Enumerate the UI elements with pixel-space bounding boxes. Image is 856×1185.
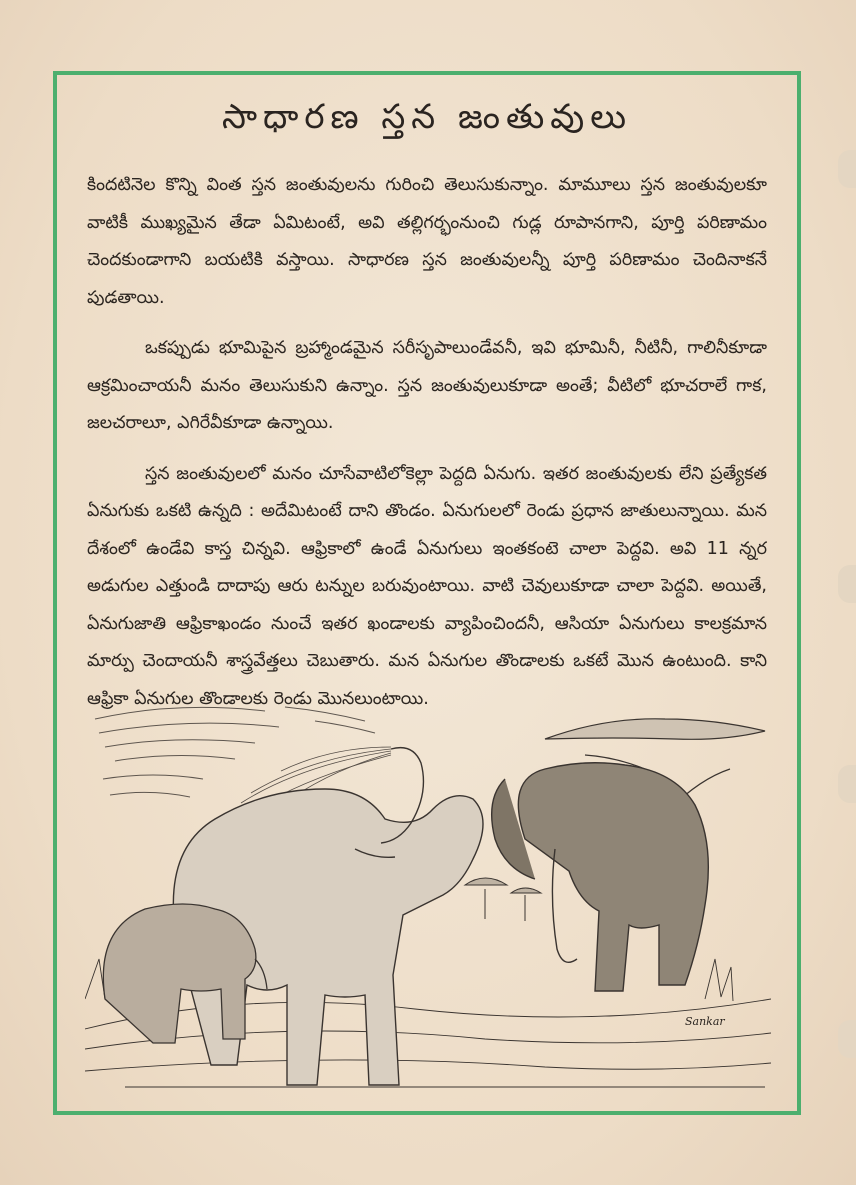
paragraph-1: కిందటినెల కొన్ని వింత స్తన జంతువులను గురించి తెలుసుకున్నాం. మామూలు స్తన జంతువులకూ వాటికీ ముఖ్యమైన తేడా ఏమిటంటే, అవి తల్లిగర్భంనుంచి గుడ్ల రూపానగాని, పూర్తి పరిణామం చెందకుండాగాని బయటికి వస్తాయి. సాధారణ స్తన జంతువులన్నీ పూర్తి పరిణామం చెందినాకనే పుడతాయి.	[87, 175, 767, 308]
distant-trees	[465, 878, 541, 921]
sky-hatching	[95, 707, 375, 797]
page-title: సాధారణ స్తన జంతువులు	[221, 97, 633, 137]
page-edge-mark	[838, 150, 856, 188]
illustration-signature: Sankar	[685, 1015, 725, 1028]
asian-elephant-calf	[103, 904, 267, 1043]
page-edge-mark	[838, 565, 856, 603]
paragraph-2: ఒకప్పుడు భూమిపైన బ్రహ్మాండమైన సరీసృపాలుండేవనీ, ఇవి భూమినీ, నీటినీ, గాలినీకూడా ఆక్రమించాయనీ మనం తెలుసుకుని ఉన్నాం. స్తన జంతువులుకూడా అంతే; వీటిలో భూచరాలే గాక, జలచరాలూ, ఎగిరేవీకూడా ఉన్నాయి.	[87, 338, 767, 433]
green-border-frame	[53, 71, 801, 1115]
page-edge-mark	[838, 1020, 856, 1058]
elephant-illustration	[85, 699, 771, 1089]
page-edge-mark	[838, 765, 856, 803]
african-elephant	[492, 763, 709, 991]
article-body	[87, 167, 767, 731]
paragraph-3: స్తన జంతువులలో మనం చూసేవాటిలోకెల్లా పెద్దది ఏనుగు. ఇతర జంతువులకు లేని ప్రత్యేకత ఏనుగుకు ఒకటి ఉన్నది : అదేమిటంటే దాని తొండం. ఏనుగులలో రెండు ప్రధాన జాతులున్నాయి. మన దేశంలో ఉండేవి కాస్త చిన్నవి. ఆఫ్రికాలో ఉండే ఏనుగులు ఇంతకంటె చాలా పెద్దవి. అవి 11 న్నర అడుగుల ఎత్తుండి దాదాపు ఆరు టన్నుల బరువుంటాయి. వాటి చెవులుకూడా చాలా పెద్దవి. అయితే, ఏనుగుజాతి ఆఫ్రికాఖండం నుంచే ఇతర ఖండాలకు వ్యాపించిందనీ, ఆసియా ఏనుగులు కాలక్రమాన మార్పు చెందాయనీ శాస్త్రవేత్తలు చెబుతారు. మన ఏనుగుల తొండాలకు ఒకటే మొన ఉంటుంది. కాని ఆఫ్రికా ఏనుగుల తొండాలకు రెండు మొనలుంటాయి.	[87, 463, 767, 709]
